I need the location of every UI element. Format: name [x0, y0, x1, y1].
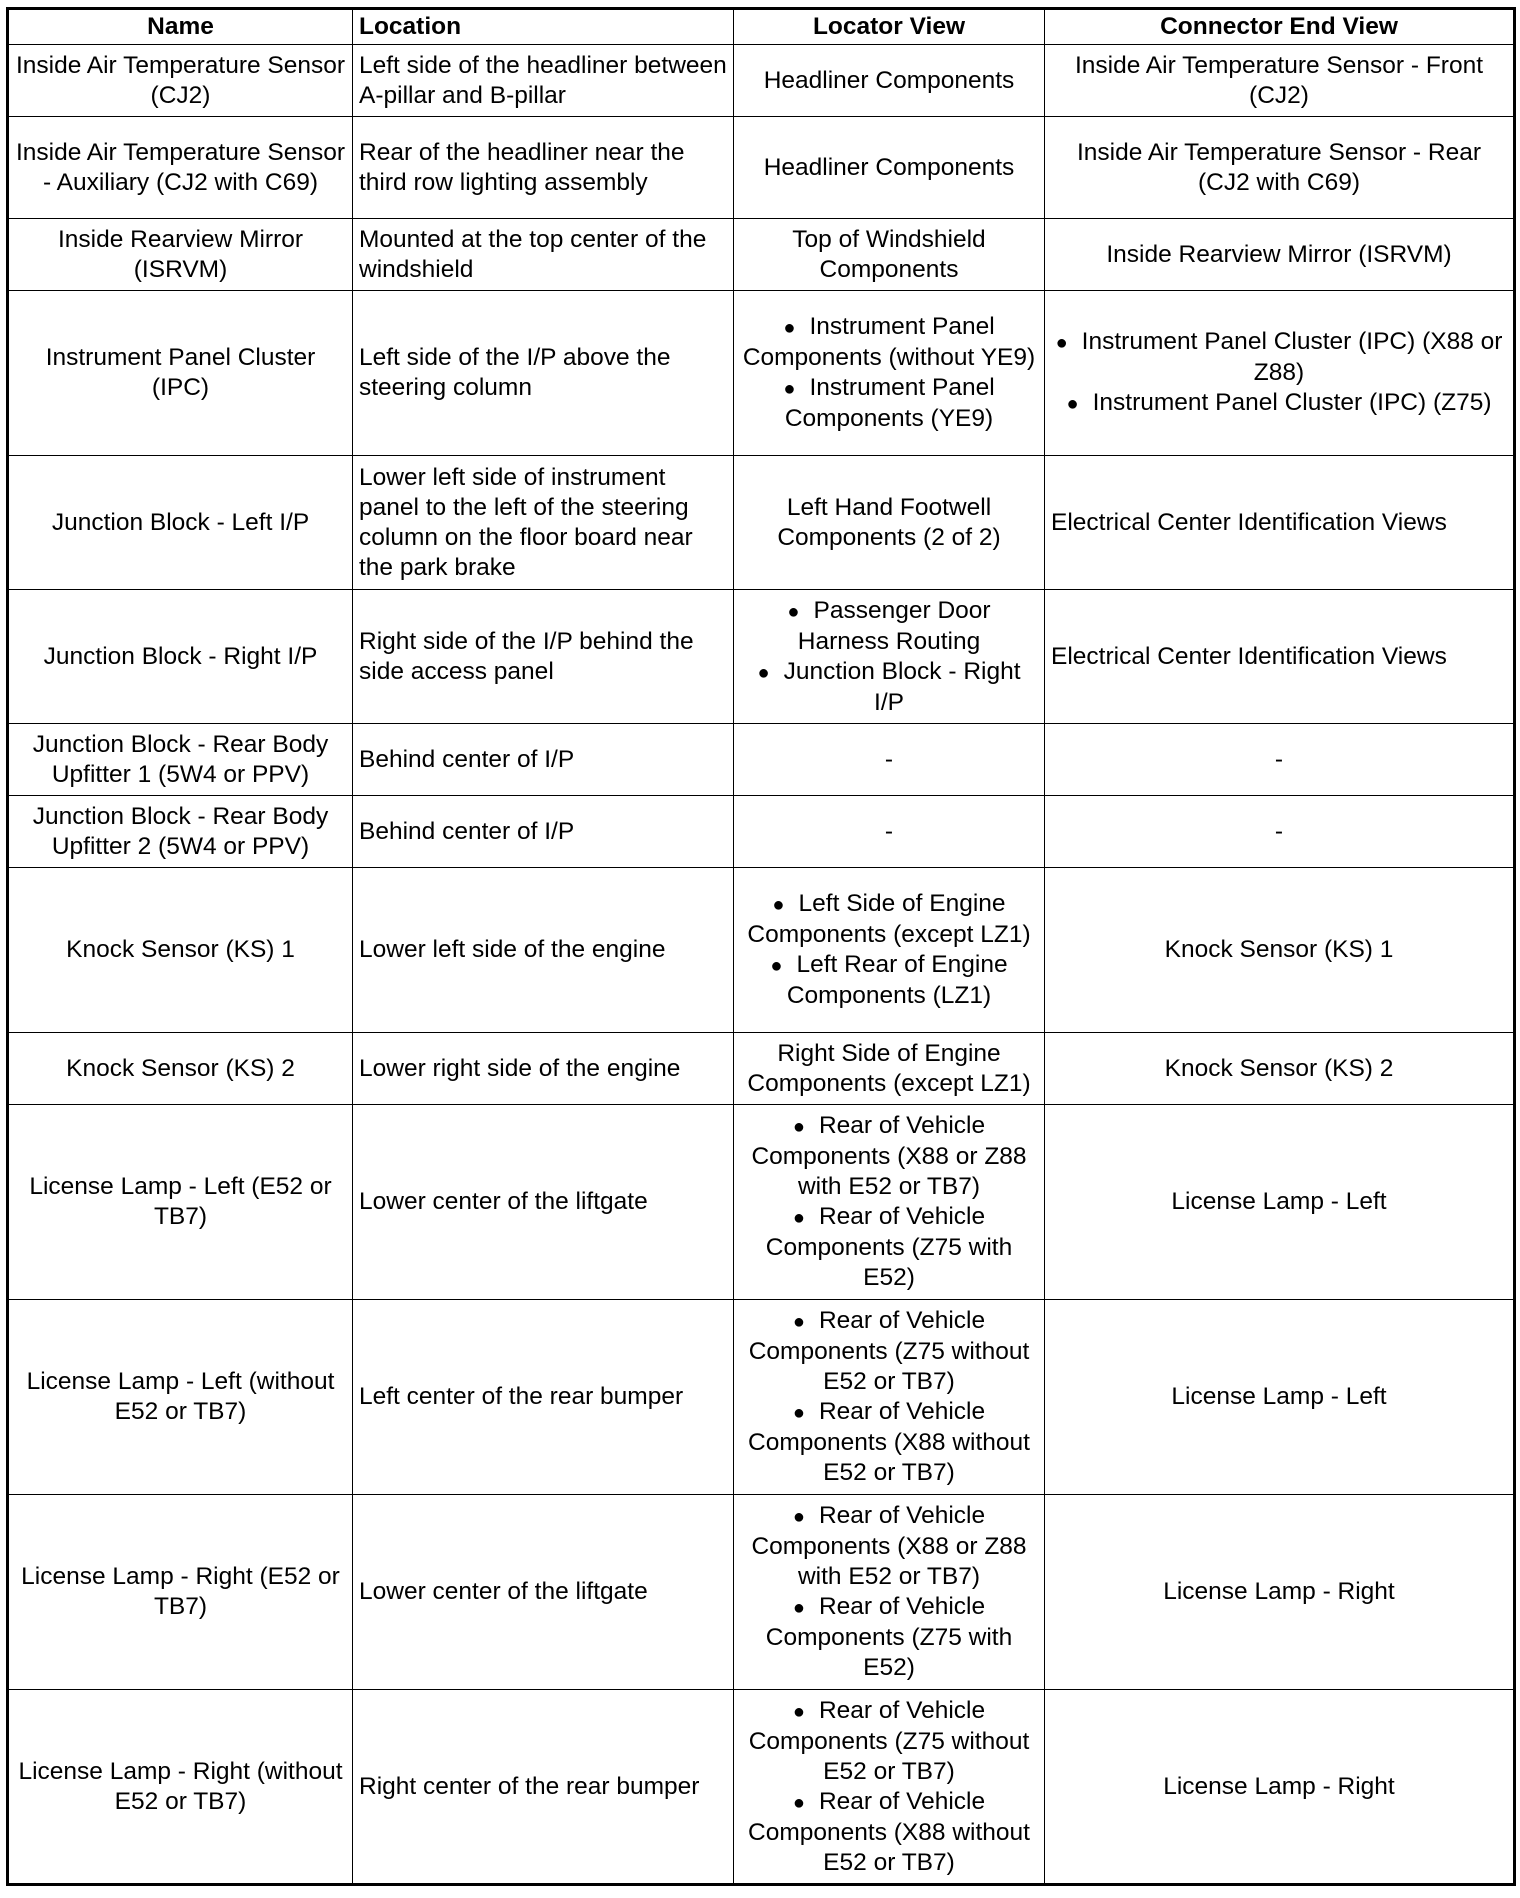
- connector-view-list-item: ● Instrument Panel Cluster (IPC) (X88 or Z88): [1051, 327, 1507, 388]
- cell-locator-view: [734, 1105, 1045, 1300]
- cell-name: License Lamp - Right (without E52 or TB7): [8, 1690, 353, 1885]
- cell-name: Knock Sensor (KS) 2: [8, 1033, 353, 1105]
- table-row: [8, 590, 1515, 724]
- locator-view-list-item: ● Rear of Vehicle Components (Z75 without E52 or TB7): [740, 1696, 1038, 1787]
- locator-view-list: [740, 1501, 1038, 1683]
- locator-view-list-item: ● Junction Block - Right I/P: [740, 657, 1038, 718]
- cell-connector-end-view: License Lamp - Right: [1045, 1495, 1515, 1690]
- cell-locator-view: [734, 291, 1045, 456]
- cell-connector-end-view: Inside Air Temperature Sensor - Rear (CJ2 with C69): [1045, 117, 1515, 219]
- table-row: [8, 1495, 1515, 1690]
- table-row: [8, 117, 1515, 219]
- locator-view-list-item: ● Left Side of Engine Components (except LZ1): [740, 889, 1038, 950]
- locator-view-list: [740, 1111, 1038, 1293]
- cell-name: License Lamp - Left (E52 or TB7): [8, 1105, 353, 1300]
- cell-location: Lower center of the liftgate: [353, 1495, 734, 1690]
- header-connector-end-view: Connector End View: [1045, 9, 1515, 45]
- cell-connector-end-view: [1045, 291, 1515, 456]
- locator-view-list-item: ● Left Rear of Engine Components (LZ1): [740, 950, 1038, 1011]
- cell-name: Inside Air Temperature Sensor (CJ2): [8, 45, 353, 117]
- cell-location: Left center of the rear bumper: [353, 1300, 734, 1495]
- cell-connector-end-view: Electrical Center Identification Views: [1045, 456, 1515, 590]
- cell-location: Mounted at the top center of the windshield: [353, 219, 734, 291]
- locator-view-list: [740, 889, 1038, 1011]
- cell-connector-end-view: License Lamp - Left: [1045, 1105, 1515, 1300]
- locator-view-list: [740, 1306, 1038, 1488]
- table-row: [8, 456, 1515, 590]
- table-row: [8, 1690, 1515, 1885]
- cell-connector-end-view: Inside Air Temperature Sensor - Front (CJ2): [1045, 45, 1515, 117]
- table-row: [8, 1033, 1515, 1105]
- locator-view-list-item: ● Rear of Vehicle Components (Z75 with E52): [740, 1592, 1038, 1683]
- header-row: [8, 9, 1515, 45]
- cell-name: Junction Block - Rear Body Upfitter 1 (5W4 or PPV): [8, 724, 353, 796]
- cell-name: Instrument Panel Cluster (IPC): [8, 291, 353, 456]
- cell-location: Left side of the headliner between A-pillar and B-pillar: [353, 45, 734, 117]
- cell-locator-view: [734, 868, 1045, 1033]
- cell-connector-end-view: Knock Sensor (KS) 1: [1045, 868, 1515, 1033]
- connector-view-list-item: ● Instrument Panel Cluster (IPC) (Z75): [1051, 388, 1507, 419]
- table-row: [8, 1105, 1515, 1300]
- locator-view-list-item: ● Rear of Vehicle Components (Z75 with E52): [740, 1202, 1038, 1293]
- cell-locator-view: Headliner Components: [734, 45, 1045, 117]
- table-row: [8, 796, 1515, 868]
- header-name: Name: [8, 9, 353, 45]
- locator-view-list-item: ● Rear of Vehicle Components (X88 without E52 or TB7): [740, 1397, 1038, 1488]
- locator-view-list-item: ● Rear of Vehicle Components (X88 or Z88 with E52 or TB7): [740, 1111, 1038, 1202]
- cell-name: Junction Block - Rear Body Upfitter 2 (5W4 or PPV): [8, 796, 353, 868]
- cell-location: Left side of the I/P above the steering column: [353, 291, 734, 456]
- locator-view-list: [740, 1696, 1038, 1878]
- cell-name: Inside Air Temperature Sensor - Auxiliary (CJ2 with C69): [8, 117, 353, 219]
- table-body: [8, 45, 1515, 1885]
- cell-connector-end-view: Inside Rearview Mirror (ISRVM): [1045, 219, 1515, 291]
- cell-name: Junction Block - Left I/P: [8, 456, 353, 590]
- header-location: Location: [353, 9, 734, 45]
- locator-view-list-item: ● Rear of Vehicle Components (X88 without E52 or TB7): [740, 1787, 1038, 1878]
- locator-view-list-item: ● Instrument Panel Components (YE9): [740, 373, 1038, 434]
- cell-location: Right side of the I/P behind the side access panel: [353, 590, 734, 724]
- locator-view-list-item: ● Rear of Vehicle Components (X88 or Z88 with E52 or TB7): [740, 1501, 1038, 1592]
- cell-location: Lower right side of the engine: [353, 1033, 734, 1105]
- cell-location: Behind center of I/P: [353, 724, 734, 796]
- cell-locator-view: [734, 1300, 1045, 1495]
- table-row: [8, 868, 1515, 1033]
- locator-view-list-item: ● Instrument Panel Components (without YE9): [740, 312, 1038, 373]
- locator-view-list-item: ● Passenger Door Harness Routing: [740, 596, 1038, 657]
- cell-connector-end-view: License Lamp - Right: [1045, 1690, 1515, 1885]
- cell-connector-end-view: -: [1045, 724, 1515, 796]
- table-header: [8, 9, 1515, 45]
- table-row: [8, 291, 1515, 456]
- cell-locator-view: [734, 1690, 1045, 1885]
- table-row: [8, 1300, 1515, 1495]
- locator-view-list-item: ● Rear of Vehicle Components (Z75 without E52 or TB7): [740, 1306, 1038, 1397]
- cell-location: Rear of the headliner near the third row lighting assembly: [353, 117, 734, 219]
- component-locator-table-wrapper: [6, 7, 1513, 1886]
- cell-name: License Lamp - Right (E52 or TB7): [8, 1495, 353, 1690]
- cell-locator-view: -: [734, 724, 1045, 796]
- cell-connector-end-view: Knock Sensor (KS) 2: [1045, 1033, 1515, 1105]
- component-locator-table: [6, 7, 1516, 1886]
- cell-locator-view: Headliner Components: [734, 117, 1045, 219]
- cell-location: Lower left side of the engine: [353, 868, 734, 1033]
- cell-name: Junction Block - Right I/P: [8, 590, 353, 724]
- cell-location: Lower center of the liftgate: [353, 1105, 734, 1300]
- cell-location: Behind center of I/P: [353, 796, 734, 868]
- cell-locator-view: Left Hand Footwell Components (2 of 2): [734, 456, 1045, 590]
- cell-locator-view: Right Side of Engine Components (except LZ1): [734, 1033, 1045, 1105]
- table-row: [8, 724, 1515, 796]
- cell-connector-end-view: License Lamp - Left: [1045, 1300, 1515, 1495]
- table-row: [8, 45, 1515, 117]
- cell-location: Right center of the rear bumper: [353, 1690, 734, 1885]
- cell-name: License Lamp - Left (without E52 or TB7): [8, 1300, 353, 1495]
- cell-locator-view: Top of Windshield Components: [734, 219, 1045, 291]
- locator-view-list: [740, 596, 1038, 718]
- locator-view-list: [740, 312, 1038, 434]
- cell-connector-end-view: Electrical Center Identification Views: [1045, 590, 1515, 724]
- table-row: [8, 219, 1515, 291]
- header-locator-view: Locator View: [734, 9, 1045, 45]
- cell-name: Inside Rearview Mirror (ISRVM): [8, 219, 353, 291]
- cell-locator-view: [734, 590, 1045, 724]
- cell-locator-view: [734, 1495, 1045, 1690]
- cell-locator-view: -: [734, 796, 1045, 868]
- connector-view-list: [1051, 327, 1507, 419]
- cell-connector-end-view: -: [1045, 796, 1515, 868]
- cell-name: Knock Sensor (KS) 1: [8, 868, 353, 1033]
- cell-location: Lower left side of instrument panel to the left of the steering column on the floor board near the park brake: [353, 456, 734, 590]
